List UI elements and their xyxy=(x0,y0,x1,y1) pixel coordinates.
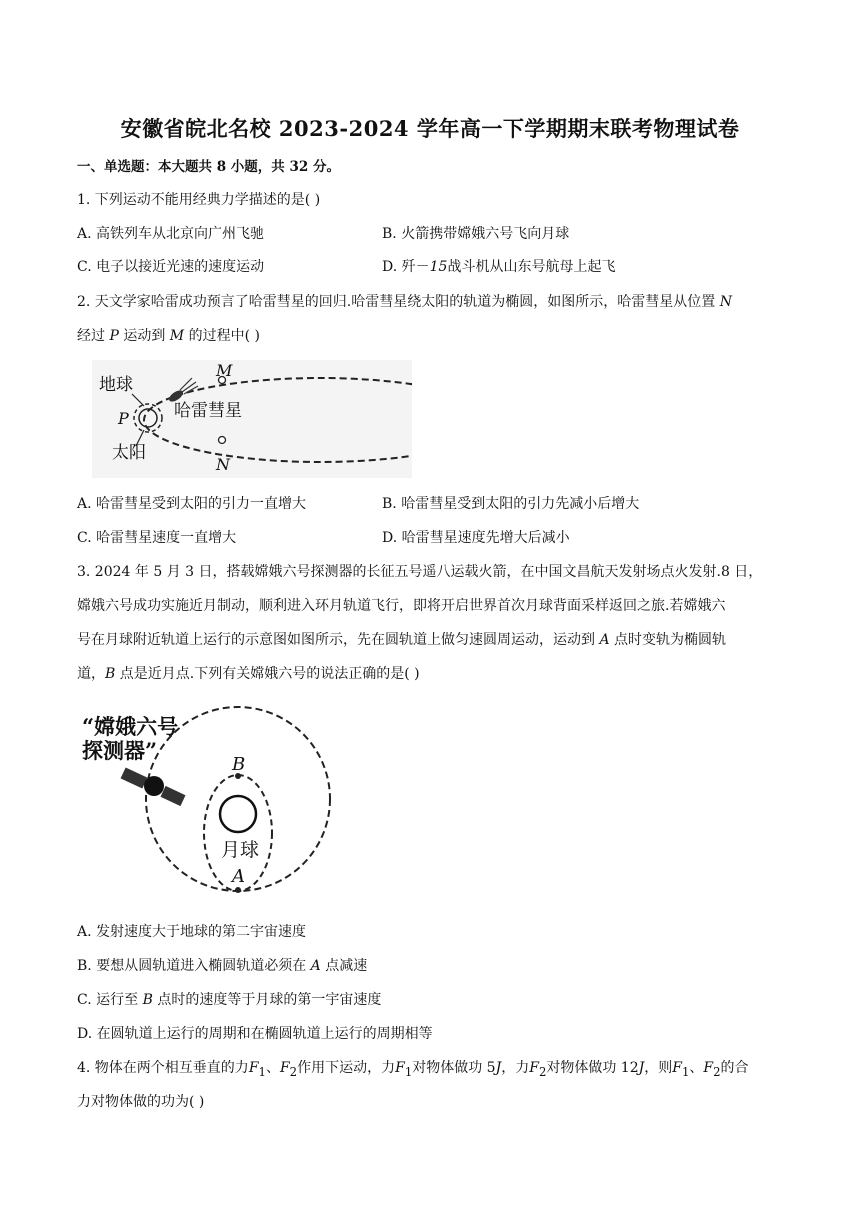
q2-option-a: A. 哈雷彗星受到太阳的引力一直增大 xyxy=(77,496,307,512)
sun-label: 太阳 xyxy=(112,443,146,463)
q1-stem: 1. 下列运动不能用经典力学描述的是( ) xyxy=(77,192,321,208)
q1-option-a: A. 高铁列车从北京向广州飞驰 xyxy=(77,226,265,242)
point-a xyxy=(235,887,241,893)
q3-stem-line3: 号在月球附近轨道上运行的示意图如图所示，先在圆轨道上做匀速圆周运动，运动到 A 点时变轨为椭圆轨 xyxy=(77,632,727,648)
section-heading: 一、单选题：本大题共 8 小题，共 32 分。 xyxy=(77,159,340,175)
change6-orbit-figure xyxy=(78,704,338,902)
moon-label: 月球 xyxy=(221,839,260,861)
point-b-label: B xyxy=(232,754,246,775)
page-title: 安徽省皖北名校 2023-2024 学年高一下学期期末联考物理试卷 xyxy=(120,116,740,141)
q2-option-d: D. 哈雷彗星速度先增大后减小 xyxy=(382,530,570,546)
q1-option-c: C. 电子以接近光速的速度运动 xyxy=(77,259,265,275)
q2-option-b: B. 哈雷彗星受到太阳的引力先减小后增大 xyxy=(382,496,640,512)
point-m-label: M xyxy=(216,361,233,380)
q2-stem-line2: 经过 P 运动到 M 的过程中( ) xyxy=(77,328,260,344)
q3-stem-line1: 3. 2024 年 5 月 3 日，搭载嫦娥六号探测器的长征五号遥八运载火箭，在中国文昌航天发射场点火发射.8 日， xyxy=(77,564,763,580)
q3-stem-line4: 道，B 点是近月点.下列有关嫦娥六号的说法正确的是( ) xyxy=(77,666,420,682)
comet-label: 哈雷彗星 xyxy=(174,401,242,421)
q4-stem-line1: 4. 物体在两个相互垂直的力$F_1$、$F_2$作用下运动，力$F_1$对物体做功 5J，力$F_2$对物体做功 12J，则$F_1$、$F_2$的合 xyxy=(77,1060,749,1079)
earth-label: 地球 xyxy=(99,375,133,395)
q3-option-d: D. 在圆轨道上运行的周期和在椭圆轨道上运行的周期相等 xyxy=(77,1026,433,1042)
probe-label-line2: 探测器” xyxy=(82,738,158,763)
q2-stem-line1: 2. 天文学家哈雷成功预言了哈雷彗星的回归.哈雷彗星绕太阳的轨道为椭圆，如图所示，哈雷彗星从位置 N xyxy=(77,294,732,310)
point-p-label: P xyxy=(118,409,129,428)
point-n xyxy=(219,437,226,444)
moon-icon xyxy=(220,796,256,832)
q2-option-c: C. 哈雷彗星速度一直增大 xyxy=(77,530,237,546)
q3-option-c: C. 运行至 B 点时的速度等于月球的第一宇宙速度 xyxy=(77,992,382,1008)
q3-stem-line2: 嫦娥六号成功实施近月制动，顺利进入环月轨道飞行，即将开启世界首次月球背面采样返回之旅.若嫦娥六 xyxy=(77,598,726,614)
probe-icon xyxy=(121,767,186,806)
q1-option-b: B. 火箭携带嫦娥六号飞向月球 xyxy=(382,226,570,242)
q4-stem-line2: 力对物体做的功为( ) xyxy=(77,1094,205,1110)
probe-label-line1: “嫦娥六号 xyxy=(82,714,179,739)
point-a-label: A xyxy=(232,866,245,887)
point-n-label: N xyxy=(216,455,230,474)
q1-option-d: D. 歼－15战斗机从山东号航母上起飞 xyxy=(382,259,616,275)
q3-option-b: B. 要想从圆轨道进入椭圆轨道必须在 A 点减速 xyxy=(77,958,368,974)
q3-option-a: A. 发射速度大于地球的第二宇宙速度 xyxy=(77,924,307,940)
halley-orbit-figure xyxy=(92,360,412,478)
